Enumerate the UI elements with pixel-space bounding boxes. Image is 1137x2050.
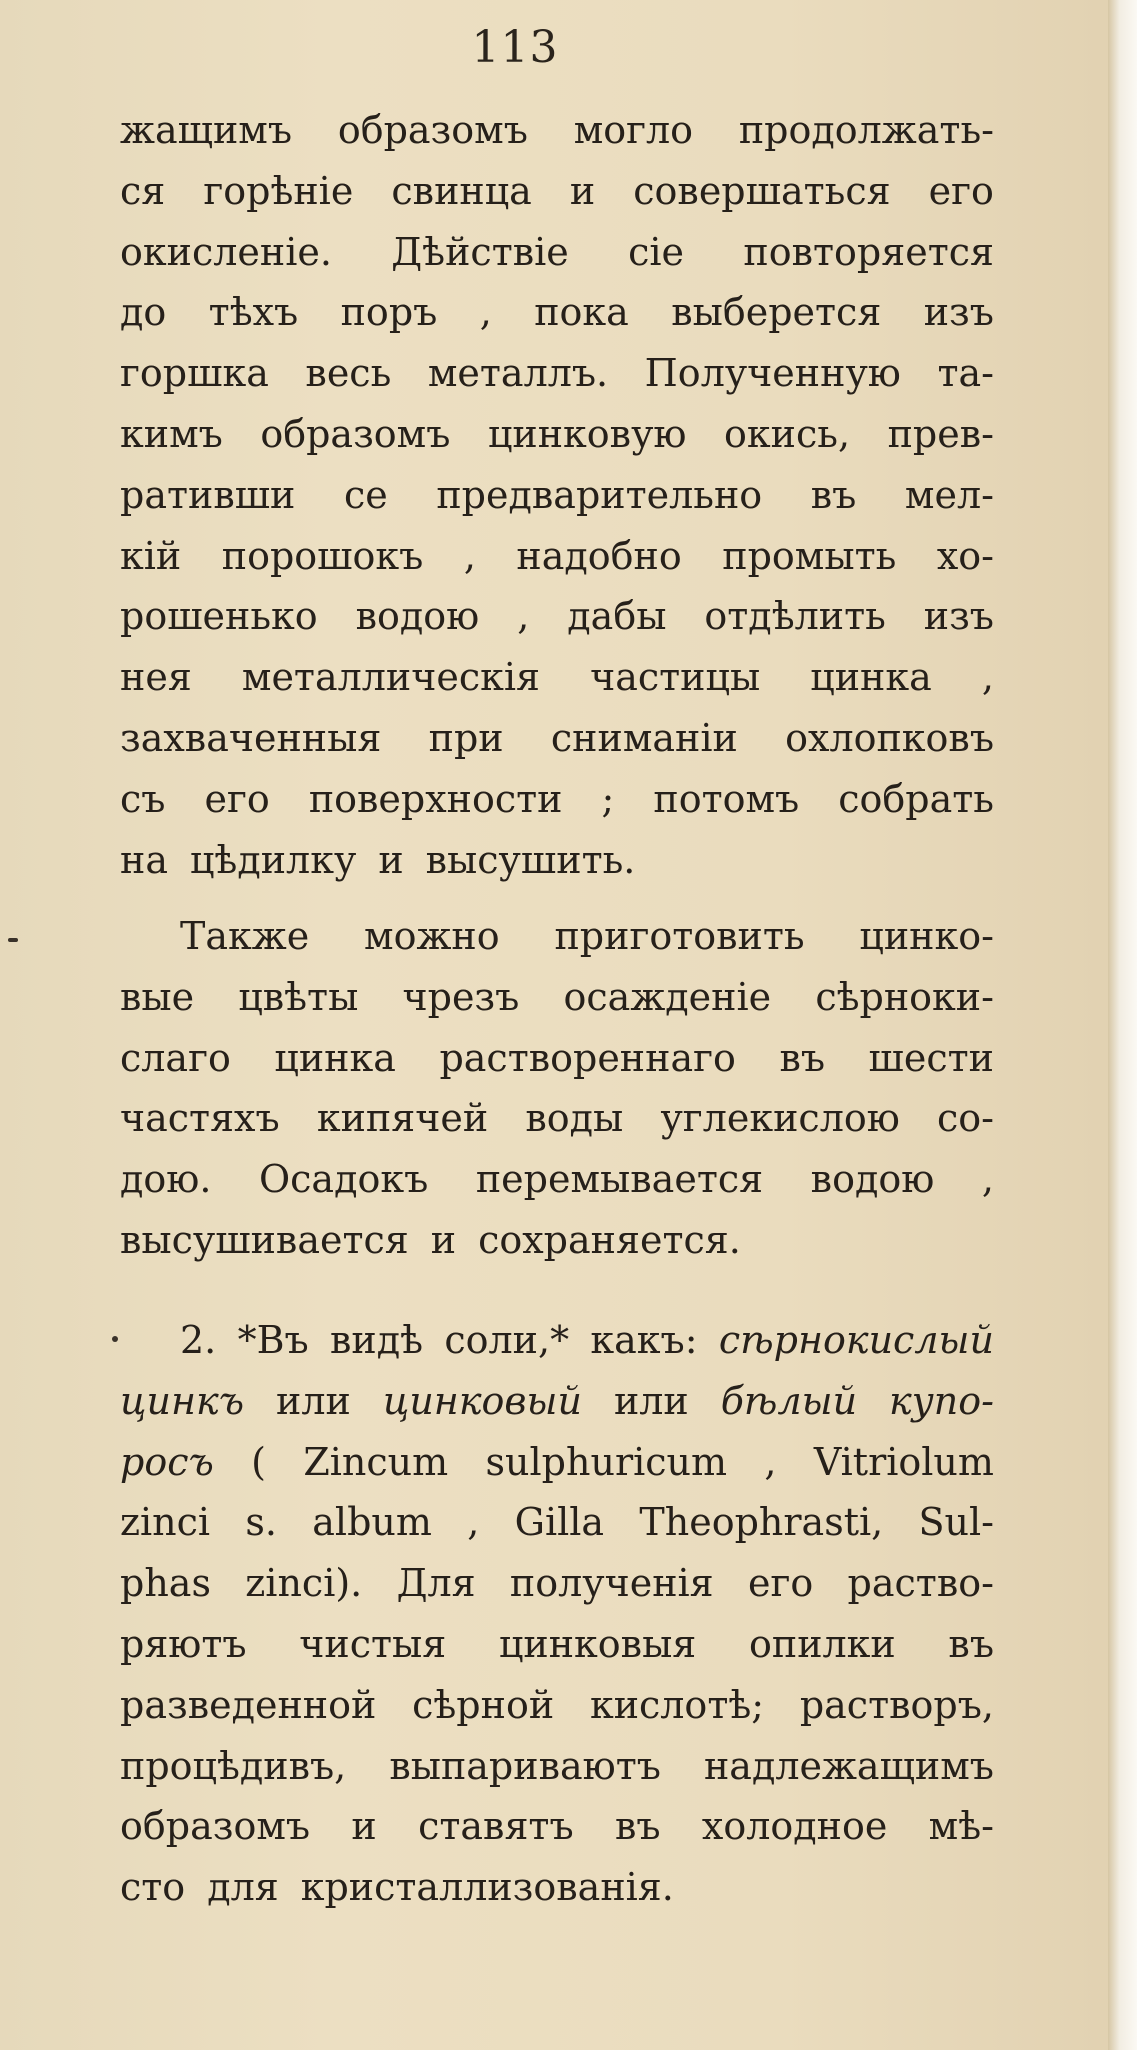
word: (: [251, 1439, 266, 1484]
text-line: [120, 404, 994, 465]
word: album: [312, 1500, 432, 1545]
text-line: [120, 1088, 994, 1149]
word: и: [569, 168, 596, 213]
word: высушивается: [120, 1217, 409, 1262]
word: горшка: [120, 351, 269, 396]
paragraph-2: [120, 906, 994, 1271]
word: ,: [764, 1439, 777, 1484]
word: sulphuricum: [485, 1439, 728, 1484]
text-line: [120, 465, 994, 526]
word: цинка: [274, 1035, 396, 1080]
word: кипячей: [316, 1096, 489, 1141]
margin-mark: [112, 1336, 118, 1342]
word: надлежащимъ: [703, 1743, 994, 1788]
word: Полученную: [644, 351, 901, 396]
word: мел-: [904, 472, 994, 517]
word: холодное: [701, 1804, 888, 1849]
word: слаго: [120, 1035, 231, 1080]
word: цинко-: [859, 914, 994, 958]
word: ративши: [120, 472, 296, 517]
word: сто: [120, 1865, 186, 1910]
word: купо-: [889, 1378, 994, 1423]
word: свинца: [391, 168, 532, 213]
word: металлическія: [241, 655, 540, 700]
word: воды: [525, 1096, 624, 1141]
word: перемывается: [475, 1157, 764, 1202]
word: Также: [180, 914, 310, 958]
word: Осадокъ: [259, 1157, 429, 1202]
word: кій: [120, 533, 182, 578]
word: поверхности: [308, 776, 563, 821]
word: сниманіи: [550, 715, 738, 760]
word: цѣдилку: [189, 837, 357, 882]
word: пока: [534, 290, 629, 335]
text-line: [120, 1492, 994, 1553]
word: прев-: [887, 411, 994, 456]
word: до: [120, 290, 167, 335]
text-line: [120, 967, 994, 1028]
word: раство-: [847, 1561, 994, 1606]
word: ,: [981, 655, 994, 700]
text-line: [120, 100, 994, 161]
word: ,: [463, 533, 476, 578]
word: его: [928, 168, 994, 213]
word: могло: [573, 108, 694, 152]
word: порошокъ: [221, 533, 424, 578]
word: горѣніе: [203, 168, 354, 213]
word: разведенной: [120, 1682, 377, 1727]
word: чрезъ: [402, 974, 520, 1019]
word: высушить.: [425, 837, 636, 882]
word: промыть: [722, 533, 897, 578]
word: въ: [948, 1621, 994, 1666]
word: металлъ.: [427, 351, 609, 396]
word: какъ:: [590, 1318, 698, 1362]
text-line: [120, 1210, 994, 1271]
word: шести: [868, 1035, 994, 1080]
word: раствореннаго: [439, 1035, 736, 1080]
word: ,: [479, 290, 492, 335]
word: ;: [601, 776, 615, 821]
word: охлопковъ: [785, 715, 994, 760]
word: выпариваютъ: [389, 1743, 661, 1788]
word: сіе: [628, 229, 685, 274]
word: дою.: [120, 1157, 212, 1202]
word: цинковую: [487, 411, 687, 456]
word: или: [276, 1378, 351, 1423]
text-line: [120, 830, 994, 891]
word: zinci: [120, 1500, 211, 1545]
word: водою: [355, 594, 480, 639]
word: се: [343, 472, 388, 517]
word: отдѣлить: [704, 594, 886, 639]
word: съ: [120, 776, 166, 821]
text-line: [120, 1310, 994, 1371]
word: приготовить: [554, 914, 805, 958]
word: сѣрной: [412, 1682, 555, 1727]
text-line: [120, 769, 994, 830]
word: со-: [936, 1096, 994, 1141]
word: предварительно: [436, 472, 763, 517]
word: и: [430, 1217, 457, 1262]
word: цинковыя: [498, 1621, 697, 1666]
word: частицы: [590, 655, 761, 700]
word: сѣрнокислый: [718, 1318, 994, 1362]
word: ся: [120, 168, 166, 213]
word: Vitriolum: [813, 1439, 994, 1484]
text-line: [120, 1857, 994, 1918]
word: его: [204, 776, 270, 821]
word: въ: [614, 1804, 661, 1849]
word: кристаллизованія.: [300, 1865, 674, 1910]
word: мѣ-: [928, 1804, 994, 1849]
word: Zincum: [303, 1439, 449, 1484]
word: надобно: [516, 533, 682, 578]
word: zinci).: [245, 1561, 363, 1606]
paragraph-1: [120, 100, 994, 890]
text-line: [120, 282, 994, 343]
word: захваченныя: [120, 715, 382, 760]
word: углекислою: [660, 1096, 900, 1141]
word: окисленіе.: [120, 229, 332, 274]
word: сохраняется.: [478, 1217, 741, 1262]
word: его: [747, 1561, 814, 1606]
word: образомъ: [337, 108, 528, 152]
word: Для: [396, 1561, 476, 1606]
text-line: [120, 1028, 994, 1089]
word: нея: [120, 655, 192, 700]
word: процѣдивъ,: [120, 1743, 347, 1788]
page-number: 113: [471, 22, 559, 73]
word: Дѣйствіе: [391, 229, 569, 274]
word: для: [207, 1865, 279, 1910]
word: можно: [364, 914, 500, 958]
word: рошенько: [120, 594, 318, 639]
word: ,: [467, 1500, 480, 1545]
word: въ: [810, 472, 857, 517]
text-line: [120, 1675, 994, 1736]
word: цвѣты: [238, 974, 359, 1019]
word: продолжать-: [738, 108, 994, 152]
word: s.: [245, 1500, 277, 1545]
margin-mark: [8, 938, 18, 942]
word: phas: [120, 1561, 211, 1606]
word: кимъ: [120, 411, 223, 456]
word: Gilla: [514, 1500, 605, 1545]
word: водою: [810, 1157, 935, 1202]
word: поръ: [340, 290, 438, 335]
word: жащимъ: [120, 108, 293, 152]
word: Sul-: [918, 1500, 994, 1545]
word: цинкъ: [120, 1378, 245, 1423]
word: осажденіе: [563, 974, 772, 1019]
text-line: [120, 1371, 994, 1432]
word: окись,: [724, 411, 851, 456]
word: Theophrasti,: [639, 1500, 884, 1545]
page-edge: [1108, 0, 1137, 2050]
word: совершаться: [633, 168, 891, 213]
text-line: [120, 1149, 994, 1210]
text-line: [120, 708, 994, 769]
word: дабы: [567, 594, 667, 639]
word: росъ: [120, 1439, 214, 1484]
word: опилки: [748, 1621, 896, 1666]
word: растворъ,: [799, 1682, 994, 1727]
word: цинковый: [382, 1378, 582, 1423]
word: сѣрноки-: [815, 974, 994, 1019]
word: кислотѣ;: [589, 1682, 765, 1727]
word: хо-: [936, 533, 994, 578]
word: тѣхъ: [208, 290, 299, 335]
text-line: [120, 586, 994, 647]
word: повторяется: [743, 229, 994, 274]
word: образомъ: [120, 1804, 311, 1849]
word: полученія: [509, 1561, 714, 1606]
text-line: [120, 647, 994, 708]
word: на: [120, 837, 168, 882]
word: цинка: [810, 655, 932, 700]
word: выберется: [671, 290, 882, 335]
text-line: [120, 1432, 994, 1493]
word: та-: [937, 351, 994, 396]
word: при: [428, 715, 504, 760]
word: ,: [981, 1157, 994, 1202]
word: изъ: [923, 594, 994, 639]
word: частяхъ: [120, 1096, 280, 1141]
word: и: [351, 1804, 377, 1849]
text-line: [120, 222, 994, 283]
text-line: [120, 526, 994, 587]
text-line: [120, 1614, 994, 1675]
word: *Въ: [237, 1318, 309, 1362]
word: весь: [305, 351, 392, 396]
text-line: [120, 1553, 994, 1614]
text-line: [120, 1796, 994, 1857]
word: бѣлый: [720, 1378, 858, 1423]
text-line: [120, 161, 994, 222]
word: образомъ: [260, 411, 451, 456]
word: изъ: [923, 290, 994, 335]
word: или: [613, 1378, 689, 1423]
word: вые: [120, 974, 195, 1019]
word: потомъ: [653, 776, 800, 821]
text-line: [120, 343, 994, 404]
text-line: [120, 906, 994, 967]
word: въ: [779, 1035, 826, 1080]
word: чистыя: [299, 1621, 447, 1666]
word: 2.: [180, 1318, 217, 1362]
word: ставятъ: [418, 1804, 574, 1849]
word: собрать: [838, 776, 994, 821]
word: соли,*: [444, 1318, 570, 1362]
word: ,: [517, 594, 530, 639]
word: ряютъ: [120, 1621, 247, 1666]
word: видѣ: [330, 1318, 424, 1362]
paragraph-3: [120, 1310, 994, 1918]
text-line: [120, 1736, 994, 1797]
word: и: [378, 837, 404, 882]
